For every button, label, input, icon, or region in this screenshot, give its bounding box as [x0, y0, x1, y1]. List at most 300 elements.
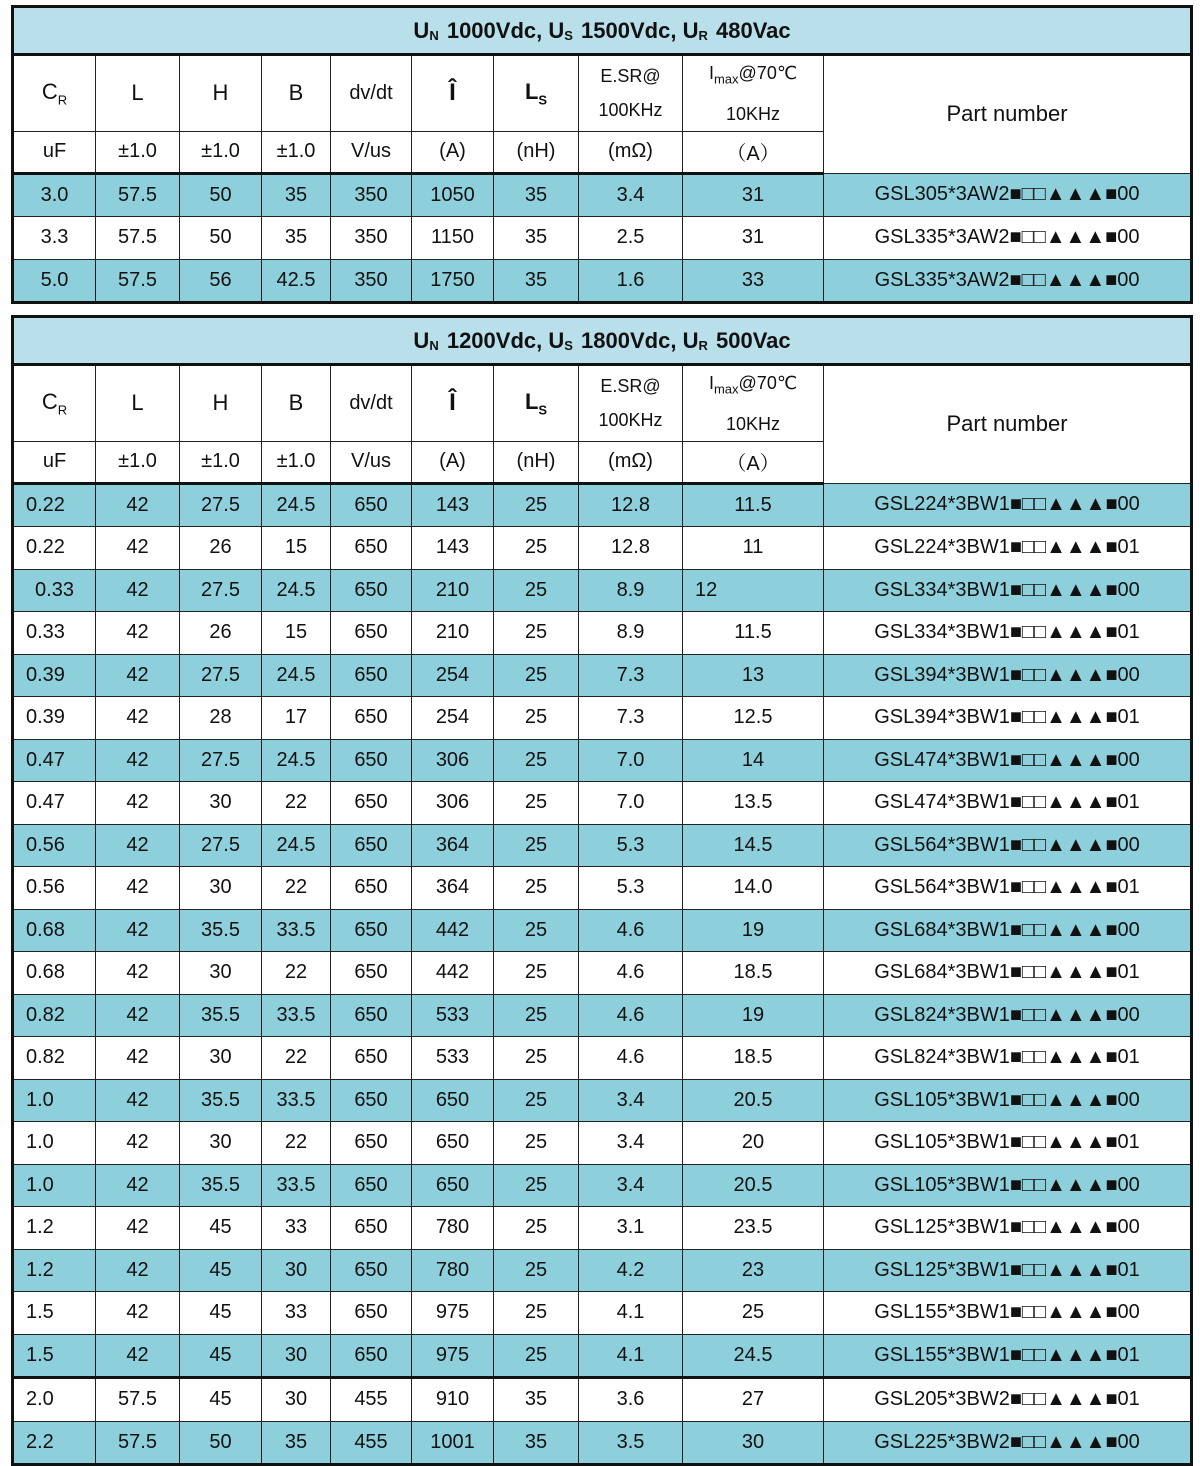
- table-row: [13, 952, 1192, 995]
- cell-pn: GSL105*3BW1■□□▲▲▲■00: [824, 1079, 1192, 1122]
- ls-sub: S: [538, 92, 548, 108]
- cell-esr: 4.6: [579, 1037, 683, 1080]
- cell-dvdt: 650: [331, 782, 412, 825]
- cell-b: 24.5: [262, 569, 331, 612]
- cell-b: 24.5: [262, 739, 331, 782]
- table-title-row: [13, 317, 1192, 365]
- spec-table-1200vdc: [11, 315, 1193, 1466]
- cell-dvdt: 650: [331, 569, 412, 612]
- cell-b: 35: [262, 173, 331, 217]
- cell-dvdt: 650: [331, 1079, 412, 1122]
- cell-dvdt: 650: [331, 1334, 412, 1378]
- cell-ls: 35: [494, 1421, 579, 1465]
- header-part-number: Part number: [824, 55, 1192, 174]
- cell-b: 42.5: [262, 259, 331, 303]
- table-row: [13, 909, 1192, 952]
- cell-dvdt: 650: [331, 909, 412, 952]
- ur-sub: R: [698, 337, 708, 353]
- header-esr: [579, 365, 683, 442]
- cell-imax: 11.5: [683, 483, 824, 527]
- cell-esr: 5.3: [579, 824, 683, 867]
- header-l: L: [96, 365, 180, 442]
- cell-imax: 14.5: [683, 824, 824, 867]
- cell-h: 30: [180, 1122, 262, 1165]
- cell-dvdt: 650: [331, 654, 412, 697]
- us-letter: U: [548, 17, 565, 43]
- table-row: [13, 173, 1192, 217]
- cell-dvdt: 650: [331, 1292, 412, 1335]
- cell-imax: 14.0: [683, 867, 824, 910]
- cell-imax: 20.5: [683, 1079, 824, 1122]
- header-cr: [13, 365, 96, 442]
- header-b: B: [262, 55, 331, 132]
- ls-letter: L: [524, 389, 539, 415]
- cell-imax: 13: [683, 654, 824, 697]
- cell-ihat: 975: [412, 1334, 494, 1378]
- cell-ls: 25: [494, 527, 579, 570]
- cell-ls: 25: [494, 1292, 579, 1335]
- cell-l: 42: [96, 867, 180, 910]
- unit-esr: (mΩ): [579, 441, 683, 483]
- unit-h: ±1.0: [180, 131, 262, 173]
- cell-h: 45: [180, 1292, 262, 1335]
- cell-dvdt: 350: [331, 173, 412, 217]
- cell-h: 30: [180, 782, 262, 825]
- cell-esr: 8.9: [579, 612, 683, 655]
- cell-dvdt: 650: [331, 612, 412, 655]
- table-row: [13, 739, 1192, 782]
- cell-b: 15: [262, 612, 331, 655]
- cell-b: 33.5: [262, 1164, 331, 1207]
- cell-dvdt: 650: [331, 1122, 412, 1165]
- cell-h: 27.5: [180, 739, 262, 782]
- cell-b: 22: [262, 1122, 331, 1165]
- cell-pn: GSL394*3BW1■□□▲▲▲■00: [824, 654, 1192, 697]
- cell-cr: 0.47: [13, 739, 96, 782]
- unit-ls: (nH): [494, 131, 579, 173]
- cell-ihat: 143: [412, 483, 494, 527]
- cell-dvdt: 650: [331, 739, 412, 782]
- cell-dvdt: 455: [331, 1421, 412, 1465]
- cell-ls: 25: [494, 952, 579, 995]
- cell-b: 15: [262, 527, 331, 570]
- cell-esr: 3.6: [579, 1378, 683, 1422]
- table-row: [13, 612, 1192, 655]
- cell-pn: GSL684*3BW1■□□▲▲▲■01: [824, 952, 1192, 995]
- cell-h: 27.5: [180, 483, 262, 527]
- unit-ihat: (A): [412, 131, 494, 173]
- cell-cr: 1.2: [13, 1207, 96, 1250]
- ur-value: 500Vac: [715, 327, 791, 353]
- cell-ls: 25: [494, 739, 579, 782]
- cell-l: 42: [96, 612, 180, 655]
- cell-dvdt: 650: [331, 867, 412, 910]
- cell-pn: GSL474*3BW1■□□▲▲▲■00: [824, 739, 1192, 782]
- unit-b: ±1.0: [262, 131, 331, 173]
- cell-ls: 25: [494, 1334, 579, 1378]
- cell-imax: 14: [683, 739, 824, 782]
- table-row: [13, 569, 1192, 612]
- cell-cr: 0.47: [13, 782, 96, 825]
- cell-ihat: 210: [412, 612, 494, 655]
- cell-l: 57.5: [96, 173, 180, 217]
- cell-esr: 12.8: [579, 483, 683, 527]
- cell-l: 42: [96, 569, 180, 612]
- cell-ls: 25: [494, 782, 579, 825]
- header-ls: [494, 365, 579, 442]
- header-imax: [683, 365, 824, 442]
- table-row: [13, 867, 1192, 910]
- cell-esr: 1.6: [579, 259, 683, 303]
- cell-l: 57.5: [96, 217, 180, 260]
- cell-pn: GSL125*3BW1■□□▲▲▲■01: [824, 1249, 1192, 1292]
- ur-letter: U: [682, 327, 699, 353]
- cell-imax: 27: [683, 1378, 824, 1422]
- voltage-ratings-title: [13, 317, 1192, 365]
- cell-imax: 31: [683, 217, 824, 260]
- imax-line1: [683, 366, 823, 407]
- spec-table-1000vdc: [11, 5, 1193, 304]
- header-h: H: [180, 365, 262, 442]
- cell-h: 28: [180, 697, 262, 740]
- cell-b: 17: [262, 697, 331, 740]
- cell-pn: GSL225*3BW2■□□▲▲▲■00: [824, 1421, 1192, 1465]
- cell-dvdt: 650: [331, 952, 412, 995]
- imax-sub: max: [713, 71, 739, 87]
- ur-value: 480Vac: [715, 17, 791, 43]
- cell-h: 45: [180, 1334, 262, 1378]
- cell-l: 57.5: [96, 259, 180, 303]
- cell-ls: 25: [494, 1122, 579, 1165]
- cell-ihat: 1001: [412, 1421, 494, 1465]
- cell-cr: 2.2: [13, 1421, 96, 1465]
- cell-cr: 1.2: [13, 1249, 96, 1292]
- header-b: B: [262, 365, 331, 442]
- cell-dvdt: 650: [331, 527, 412, 570]
- table-row: [13, 527, 1192, 570]
- cr-sub: R: [57, 92, 68, 108]
- un-sub: N: [429, 337, 439, 353]
- cr-sub: R: [57, 402, 68, 418]
- cell-l: 42: [96, 483, 180, 527]
- cell-pn: GSL105*3BW1■□□▲▲▲■01: [824, 1122, 1192, 1165]
- cr-letter: C: [41, 389, 58, 415]
- cell-pn: GSL305*3AW2■□□▲▲▲■00: [824, 173, 1192, 217]
- cell-ihat: 910: [412, 1378, 494, 1422]
- ls-sub: S: [538, 402, 548, 418]
- cell-esr: 7.0: [579, 782, 683, 825]
- un-letter: U: [413, 17, 430, 43]
- un-letter: U: [413, 327, 430, 353]
- imax-sub: max: [713, 381, 739, 397]
- unit-imax: （A）: [683, 131, 824, 173]
- cell-l: 42: [96, 739, 180, 782]
- cell-h: 30: [180, 952, 262, 995]
- imax-prefix: I: [708, 63, 714, 83]
- cell-imax: 31: [683, 173, 824, 217]
- header-ihat: Î: [412, 55, 494, 132]
- cell-h: 35.5: [180, 909, 262, 952]
- cell-ls: 35: [494, 259, 579, 303]
- table-row: [13, 1207, 1192, 1250]
- cell-b: 35: [262, 1421, 331, 1465]
- header-part-number: Part number: [824, 365, 1192, 484]
- cell-ls: 35: [494, 173, 579, 217]
- cell-pn: GSL155*3BW1■□□▲▲▲■01: [824, 1334, 1192, 1378]
- cell-h: 50: [180, 217, 262, 260]
- cell-imax: 12.5: [683, 697, 824, 740]
- header-dvdt: dv/dt: [331, 55, 412, 132]
- cell-ls: 25: [494, 867, 579, 910]
- cell-esr: 4.6: [579, 994, 683, 1037]
- cell-pn: GSL224*3BW1■□□▲▲▲■01: [824, 527, 1192, 570]
- cell-h: 56: [180, 259, 262, 303]
- cell-esr: 4.6: [579, 909, 683, 952]
- table-row: [13, 1164, 1192, 1207]
- header-row: [13, 365, 1192, 442]
- cell-ls: 25: [494, 1207, 579, 1250]
- cell-pn: GSL205*3BW2■□□▲▲▲■01: [824, 1378, 1192, 1422]
- table-2-body: [13, 483, 1192, 1465]
- esr-line2: 100KHz: [598, 100, 663, 121]
- cell-esr: 4.1: [579, 1334, 683, 1378]
- cell-cr: 0.39: [13, 654, 96, 697]
- cell-esr: 3.5: [579, 1421, 683, 1465]
- cell-l: 42: [96, 909, 180, 952]
- header-esr: [579, 55, 683, 132]
- cell-esr: 8.9: [579, 569, 683, 612]
- cell-b: 22: [262, 867, 331, 910]
- cell-pn: GSL105*3BW1■□□▲▲▲■00: [824, 1164, 1192, 1207]
- cell-imax: 24.5: [683, 1334, 824, 1378]
- cell-l: 42: [96, 1122, 180, 1165]
- cell-ls: 25: [494, 1249, 579, 1292]
- cell-cr: 0.33: [13, 612, 96, 655]
- cell-ihat: 306: [412, 739, 494, 782]
- cell-l: 42: [96, 1334, 180, 1378]
- voltage-ratings-title: [13, 7, 1192, 55]
- table-row: [13, 1037, 1192, 1080]
- esr-line1: E.SR@: [600, 66, 661, 87]
- table-row: [13, 1378, 1192, 1422]
- cell-dvdt: 350: [331, 259, 412, 303]
- cell-esr: 5.3: [579, 867, 683, 910]
- cell-dvdt: 350: [331, 217, 412, 260]
- table-row: [13, 1292, 1192, 1335]
- unit-b: ±1.0: [262, 441, 331, 483]
- cell-imax: 18.5: [683, 952, 824, 995]
- cell-b: 33: [262, 1292, 331, 1335]
- cell-ls: 25: [494, 994, 579, 1037]
- cell-b: 24.5: [262, 824, 331, 867]
- cell-l: 57.5: [96, 1421, 180, 1465]
- us-sub: S: [564, 27, 573, 43]
- cell-ihat: 254: [412, 654, 494, 697]
- cell-imax: 18.5: [683, 1037, 824, 1080]
- table-row: [13, 782, 1192, 825]
- cell-esr: 7.0: [579, 739, 683, 782]
- cell-l: 42: [96, 994, 180, 1037]
- cell-imax: 12: [683, 569, 824, 612]
- un-sub: N: [429, 27, 439, 43]
- cell-imax: 19: [683, 909, 824, 952]
- cell-ihat: 533: [412, 1037, 494, 1080]
- cell-cr: 0.68: [13, 952, 96, 995]
- header-imax: [683, 55, 824, 132]
- unit-esr: (mΩ): [579, 131, 683, 173]
- imax-suffix: @70℃: [738, 373, 798, 393]
- cell-ihat: 1150: [412, 217, 494, 260]
- esr-line2: 100KHz: [598, 410, 663, 431]
- cell-h: 45: [180, 1249, 262, 1292]
- cell-b: 24.5: [262, 483, 331, 527]
- cell-cr: 0.22: [13, 483, 96, 527]
- un-value: 1000Vdc,: [446, 17, 543, 43]
- cell-pn: GSL334*3BW1■□□▲▲▲■00: [824, 569, 1192, 612]
- header-row: [13, 55, 1192, 132]
- cell-ihat: 650: [412, 1164, 494, 1207]
- table-row: [13, 1421, 1192, 1465]
- cell-pn: GSL824*3BW1■□□▲▲▲■00: [824, 994, 1192, 1037]
- us-sub: S: [564, 337, 573, 353]
- cell-dvdt: 650: [331, 483, 412, 527]
- cell-l: 42: [96, 952, 180, 995]
- cell-dvdt: 650: [331, 994, 412, 1037]
- cell-cr: 1.5: [13, 1292, 96, 1335]
- cell-ls: 25: [494, 654, 579, 697]
- cell-l: 42: [96, 1249, 180, 1292]
- cell-l: 42: [96, 1079, 180, 1122]
- cell-ihat: 442: [412, 909, 494, 952]
- cell-imax: 23.5: [683, 1207, 824, 1250]
- cell-ls: 25: [494, 824, 579, 867]
- cell-ihat: 1750: [412, 259, 494, 303]
- cell-cr: 0.56: [13, 824, 96, 867]
- cell-cr: 0.82: [13, 994, 96, 1037]
- cell-cr: 1.0: [13, 1164, 96, 1207]
- cell-ihat: 1050: [412, 173, 494, 217]
- cell-imax: 33: [683, 259, 824, 303]
- cell-dvdt: 650: [331, 1037, 412, 1080]
- cell-esr: 4.1: [579, 1292, 683, 1335]
- cell-pn: GSL335*3AW2■□□▲▲▲■00: [824, 259, 1192, 303]
- cell-ihat: 975: [412, 1292, 494, 1335]
- cell-dvdt: 455: [331, 1378, 412, 1422]
- cell-ls: 25: [494, 697, 579, 740]
- cell-b: 24.5: [262, 654, 331, 697]
- cell-esr: 3.1: [579, 1207, 683, 1250]
- cell-ihat: 533: [412, 994, 494, 1037]
- table-row: [13, 654, 1192, 697]
- cell-b: 33: [262, 1207, 331, 1250]
- cell-imax: 19: [683, 994, 824, 1037]
- cell-h: 27.5: [180, 824, 262, 867]
- us-value: 1500Vdc,: [581, 17, 677, 43]
- cell-pn: GSL334*3BW1■□□▲▲▲■01: [824, 612, 1192, 655]
- cell-esr: 2.5: [579, 217, 683, 260]
- cell-b: 22: [262, 782, 331, 825]
- cell-dvdt: 650: [331, 697, 412, 740]
- cell-b: 35: [262, 217, 331, 260]
- cell-pn: GSL564*3BW1■□□▲▲▲■01: [824, 867, 1192, 910]
- table-1-body: [13, 173, 1192, 303]
- cell-ls: 25: [494, 1164, 579, 1207]
- cell-ls: 25: [494, 569, 579, 612]
- cell-imax: 13.5: [683, 782, 824, 825]
- table-row: [13, 1334, 1192, 1378]
- cell-b: 33.5: [262, 1079, 331, 1122]
- cell-dvdt: 650: [331, 1249, 412, 1292]
- cell-l: 42: [96, 782, 180, 825]
- unit-cr: uF: [13, 131, 96, 173]
- unit-ihat: (A): [412, 441, 494, 483]
- cell-l: 42: [96, 1207, 180, 1250]
- cell-esr: 4.6: [579, 952, 683, 995]
- cell-h: 35.5: [180, 1164, 262, 1207]
- cell-cr: 0.56: [13, 867, 96, 910]
- cell-cr: 0.82: [13, 1037, 96, 1080]
- cell-esr: 12.8: [579, 527, 683, 570]
- cell-ihat: 364: [412, 824, 494, 867]
- unit-dvdt: V/us: [331, 441, 412, 483]
- imax-line2: 10KHz: [725, 103, 781, 124]
- cell-cr: 0.33: [13, 569, 96, 612]
- ur-letter: U: [682, 17, 699, 43]
- table-row: [13, 483, 1192, 527]
- ls-letter: L: [524, 79, 539, 105]
- cell-cr: 2.0: [13, 1378, 96, 1422]
- cell-ls: 25: [494, 483, 579, 527]
- cell-l: 42: [96, 527, 180, 570]
- cell-h: 50: [180, 173, 262, 217]
- cell-h: 30: [180, 1037, 262, 1080]
- cell-l: 42: [96, 1164, 180, 1207]
- cell-imax: 30: [683, 1421, 824, 1465]
- imax-line2: 10KHz: [725, 413, 781, 434]
- cell-ihat: 306: [412, 782, 494, 825]
- cell-h: 30: [180, 867, 262, 910]
- cell-h: 35.5: [180, 1079, 262, 1122]
- header-h: H: [180, 55, 262, 132]
- cell-imax: 23: [683, 1249, 824, 1292]
- table-row: [13, 994, 1192, 1037]
- cell-h: 50: [180, 1421, 262, 1465]
- cell-cr: 1.0: [13, 1079, 96, 1122]
- cell-b: 30: [262, 1334, 331, 1378]
- cell-h: 35.5: [180, 994, 262, 1037]
- cell-esr: 3.4: [579, 173, 683, 217]
- cell-pn: GSL564*3BW1■□□▲▲▲■00: [824, 824, 1192, 867]
- imax-line1: [683, 56, 823, 97]
- esr-line1: E.SR@: [600, 376, 661, 397]
- header-ls: [494, 55, 579, 132]
- ur-sub: R: [698, 27, 708, 43]
- cell-cr: 1.0: [13, 1122, 96, 1165]
- cell-cr: 5.0: [13, 259, 96, 303]
- unit-h: ±1.0: [180, 441, 262, 483]
- unit-dvdt: V/us: [331, 131, 412, 173]
- cell-dvdt: 650: [331, 824, 412, 867]
- cell-l: 42: [96, 697, 180, 740]
- header-l: L: [96, 55, 180, 132]
- table-row: [13, 1122, 1192, 1165]
- cell-imax: 11: [683, 527, 824, 570]
- cell-cr: 3.3: [13, 217, 96, 260]
- cell-cr: 3.0: [13, 173, 96, 217]
- cell-esr: 3.4: [579, 1079, 683, 1122]
- cell-esr: 7.3: [579, 654, 683, 697]
- cell-l: 42: [96, 824, 180, 867]
